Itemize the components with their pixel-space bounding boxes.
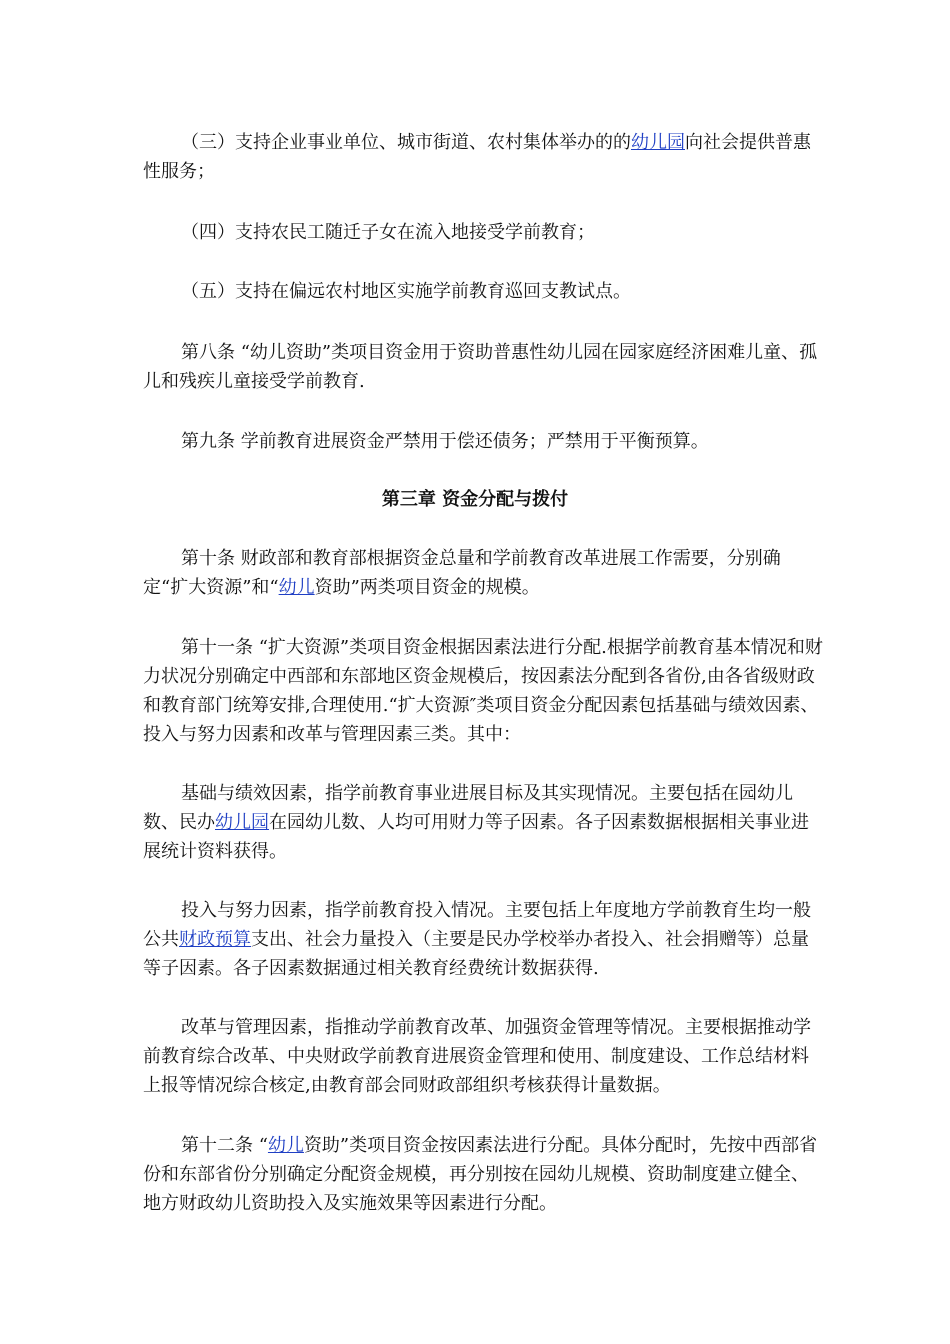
- term-link[interactable]: 财政预算: [179, 929, 251, 950]
- chapter-heading: [0, 485, 950, 514]
- paragraph-text: 向社会提供普惠性服务；: [143, 132, 811, 182]
- paragraph: [143, 1131, 823, 1218]
- paragraph-text: 基础与绩效因素，指学前教育事业进展目标及其实现情况。主要包括在园幼儿数、民办: [143, 783, 793, 833]
- term-link[interactable]: 幼儿: [278, 577, 315, 598]
- paragraph: [143, 128, 823, 186]
- paragraph-text: （四）支持农民工随迁子女在流入地接受学前教育；: [181, 222, 595, 243]
- paragraph: [143, 427, 823, 456]
- paragraph: [143, 277, 823, 306]
- paragraph-text: （三）支持企业事业单位、城市街道、农村集体举办的的: [181, 132, 631, 153]
- paragraph-text: 支出、社会力量投入（主要是民办学校举办者投入、社会捐赠等）总量等子因素。各子因素数据通过相关教育经费统计数据获得.: [143, 929, 809, 979]
- paragraph: [143, 218, 823, 247]
- paragraph-text: 改革与管理因素，指推动学前教育改革、加强资金管理等情况。主要根据推动学前教育综合改革、中央财政学前教育进展资金管理和使用、制度建设、工作总结材料上报等情况综合核定,由教育部会同财政部组织考核获得计量数据。: [143, 1017, 811, 1096]
- paragraph-text: 第十一条 “扩大资源”类项目资金根据因素法进行分配.根据学前教育基本情况和财力状况分别确定中西部和东部地区资金规模后，按因素法分配到各省份,由各省级财政和教育部门统筹安排,合理使用.“扩大资源″类项目资金分配因素包括基础与绩效因素、投入与努力因素和改革与管理因素三类。其中：: [143, 637, 823, 745]
- paragraph-text: 第八条 “幼儿资助”类项目资金用于资助普惠性幼儿园在园家庭经济困难儿童、孤儿和残疾儿童接受学前教育.: [143, 342, 818, 392]
- term-link[interactable]: 幼儿园: [631, 132, 685, 153]
- paragraph: [143, 544, 823, 602]
- paragraph-text: 在园幼儿数、人均可用财力等子因素。各子因素数据根据相关事业进展统计资料获得。: [143, 812, 809, 862]
- paragraph: [143, 896, 823, 983]
- paragraph-text: （五）支持在偏远农村地区实施学前教育巡回支教试点。: [181, 281, 631, 302]
- paragraph-text: 第三章 资金分配与拨付: [381, 489, 569, 510]
- paragraph: [143, 1013, 823, 1100]
- paragraph: [143, 633, 823, 749]
- paragraph-text: 投入与努力因素，指学前教育投入情况。主要包括上年度地方学前教育生均一般公共: [143, 900, 811, 950]
- term-link[interactable]: 幼儿园: [215, 812, 269, 833]
- term-link[interactable]: 幼儿: [267, 1135, 304, 1156]
- paragraph-text: 第十条 财政部和教育部根据资金总量和学前教育改革进展工作需要，分别确定“扩大资源”和“: [143, 548, 781, 598]
- paragraph-text: 资助”类项目资金按因素法进行分配。具体分配时，先按中西部省份和东部省份分别确定分配资金规模，再分别按在园幼儿规模、资助制度建立健全、地方财政幼儿资助投入及实施效果等因素进行分配。: [143, 1135, 818, 1214]
- paragraph: [143, 779, 823, 866]
- paragraph-text: 第九条 学前教育进展资金严禁用于偿还债务；严禁用于平衡预算。: [181, 431, 709, 452]
- paragraph-text: 第十二条 “: [181, 1135, 268, 1156]
- paragraph-text: 资助”两类项目资金的规模。: [314, 577, 540, 598]
- paragraph: [143, 338, 823, 396]
